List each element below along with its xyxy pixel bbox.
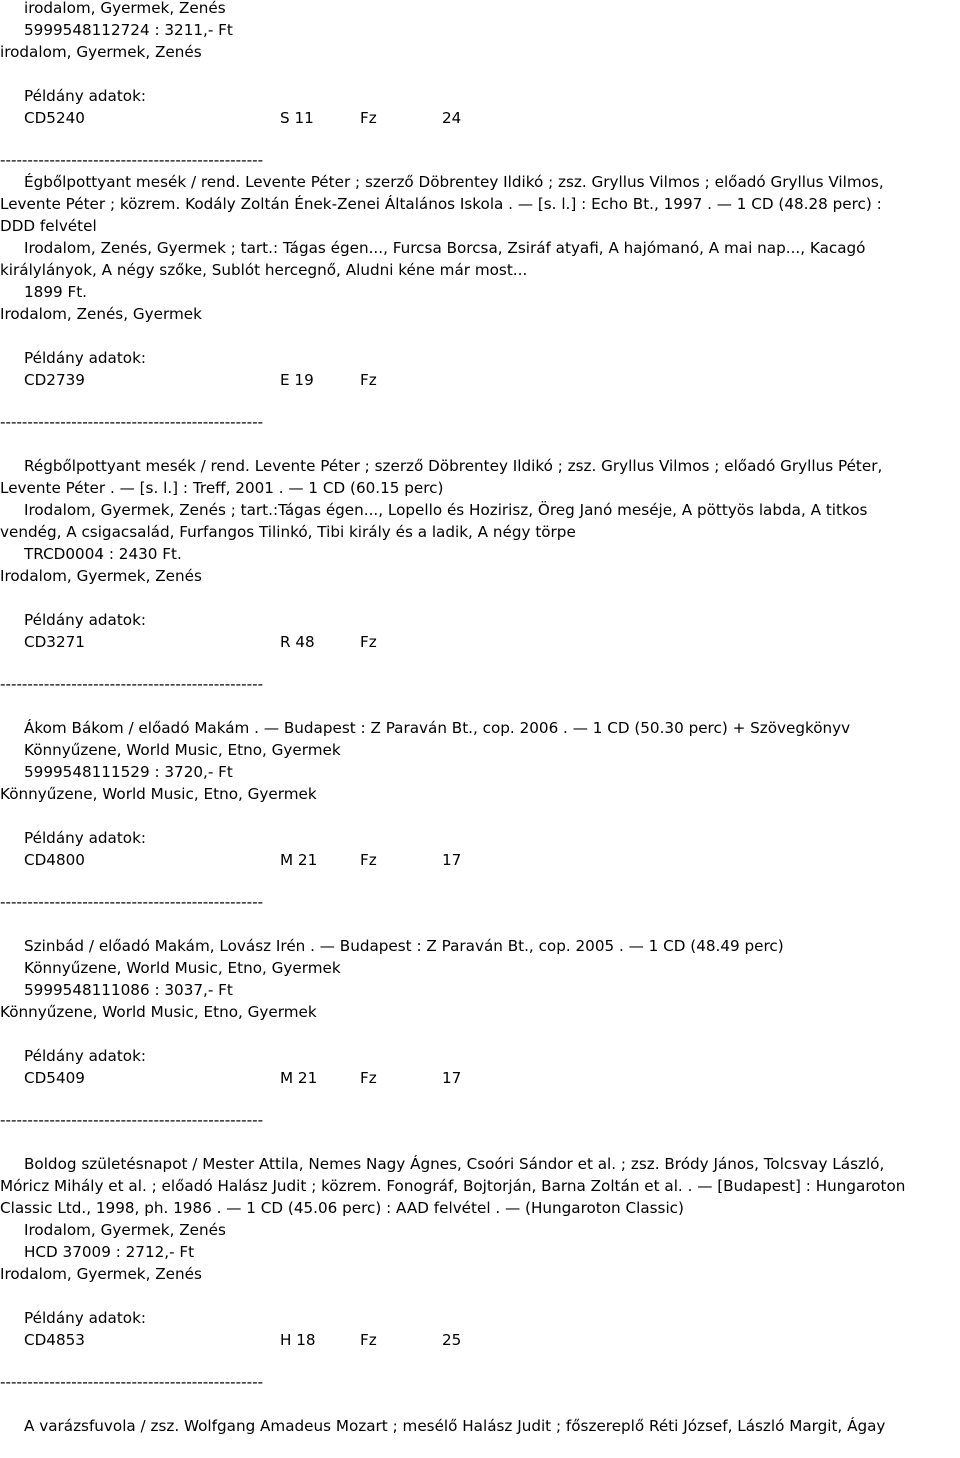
- copy-location: M 21: [280, 1069, 318, 1087]
- record-desc-line: Classic Ltd., 1998, ph. 1986 . — 1 CD (45.06 perc) : AAD felvétel . — (Hungaroton Classic): [0, 1199, 684, 1217]
- record-price: HCD 37009 : 2712,- Ft: [24, 1243, 195, 1261]
- record-contents-line: Irodalom, Zenés, Gyermek ; tart.: Tágas égen..., Furcsa Borcsa, Zsiráf atyafi, A hajómanó, A mai nap..., Kacagó: [24, 239, 866, 257]
- separator: ------------------------------------------------: [0, 675, 264, 693]
- record-desc-line: Móricz Mihály et al. ; előadó Halász Judit ; közrem. Fonográf, Bojtorján, Barna Zoltán et al. . — [Budapest] : Hungaroton: [0, 1177, 906, 1195]
- separator: ------------------------------------------------: [0, 151, 264, 169]
- separator: ------------------------------------------------: [0, 1111, 264, 1129]
- record-genre: Könnyűzene, World Music, Etno, Gyermek: [24, 959, 341, 977]
- record-desc-line: Levente Péter ; közrem. Kodály Zoltán Ének-Zenei Általános Iskola . — [s. l.] : Echo Bt., 1997 . — 1 CD (48.28 perc) :: [0, 195, 882, 213]
- copy-location: E 19: [280, 371, 314, 389]
- copy-count: 25: [442, 1331, 462, 1349]
- copies-label: Példány adatok:: [24, 829, 146, 847]
- record-subject: Könnyűzene, World Music, Etno, Gyermek: [0, 1003, 317, 1021]
- copy-status: Fz: [360, 371, 377, 389]
- copy-count: 24: [442, 109, 462, 127]
- separator: ------------------------------------------------: [0, 1373, 264, 1391]
- copies-label: Példány adatok:: [24, 611, 146, 629]
- separator: ------------------------------------------------: [0, 893, 264, 911]
- record-price: 5999548111529 : 3720,- Ft: [24, 763, 233, 781]
- copies-label: Példány adatok:: [24, 349, 146, 367]
- isbn-price-line: 5999548112724 : 3211,- Ft: [24, 21, 233, 39]
- record-price: 1899 Ft.: [24, 283, 87, 301]
- record-title-line: Égbőlpottyant mesék / rend. Levente Péter ; szerző Döbrentey Ildikó ; zsz. Gryllus Vilmos ; előadó Gryllus Vilmos,: [24, 173, 884, 191]
- subject-line: irodalom, Gyermek, Zenés: [0, 43, 202, 61]
- copy-status: Fz: [360, 633, 377, 651]
- record-contents-line: királylányok, A négy szőke, Sublót hercegnő, Aludni kéne már most...: [0, 261, 528, 279]
- copies-label: Példány adatok:: [24, 87, 146, 105]
- subject-line: irodalom, Gyermek, Zenés: [24, 0, 226, 17]
- record-title-line: Régbőlpottyant mesék / rend. Levente Péter ; szerző Döbrentey Ildikó ; zsz. Gryllus Vilmos ; előadó Gryllus Péter,: [24, 457, 883, 475]
- record-subject: Irodalom, Zenés, Gyermek: [0, 305, 202, 323]
- copy-status: Fz: [360, 109, 377, 127]
- copy-status: Fz: [360, 1331, 377, 1349]
- copy-shelfmark: CD2739: [24, 371, 85, 389]
- copy-count: 17: [442, 1069, 462, 1087]
- copy-shelfmark: CD3271: [24, 633, 85, 651]
- record-price: 5999548111086 : 3037,- Ft: [24, 981, 233, 999]
- record-title-line: Boldog születésnapot / Mester Attila, Nemes Nagy Ágnes, Csoóri Sándor et al. ; zsz. Bródy János, Tolcsvay László,: [24, 1155, 885, 1173]
- copy-status: Fz: [360, 851, 377, 869]
- copy-location: S 11: [280, 109, 314, 127]
- copy-shelfmark: CD4800: [24, 851, 85, 869]
- record-title-line: Szinbád / előadó Makám, Lovász Irén . — Budapest : Z Paraván Bt., cop. 2005 . — 1 CD (48.49 perc): [24, 937, 784, 955]
- record-title-line: A varázsfuvola / zsz. Wolfgang Amadeus Mozart ; mesélő Halász Judit ; főszereplő Réti József, László Margit, Ágay: [24, 1417, 886, 1435]
- copy-location: R 48: [280, 633, 315, 651]
- copy-shelfmark: CD5409: [24, 1069, 85, 1087]
- copies-label: Példány adatok:: [24, 1047, 146, 1065]
- copy-location: M 21: [280, 851, 318, 869]
- copy-count: 17: [442, 851, 462, 869]
- record-desc-line: DDD felvétel: [0, 217, 97, 235]
- copy-shelfmark: CD5240: [24, 109, 85, 127]
- record-contents-line: vendég, A csigacsalád, Furfangos Tilinkó, Tibi király és a ladik, A négy törpe: [0, 523, 576, 541]
- record-price: TRCD0004 : 2430 Ft.: [24, 545, 182, 563]
- copies-label: Példány adatok:: [24, 1309, 146, 1327]
- record-subject: Irodalom, Gyermek, Zenés: [0, 567, 202, 585]
- record-genre: Könnyűzene, World Music, Etno, Gyermek: [24, 741, 341, 759]
- separator: ------------------------------------------------: [0, 413, 264, 431]
- record-subject: Könnyűzene, World Music, Etno, Gyermek: [0, 785, 317, 803]
- record-desc-line: Levente Péter . — [s. l.] : Treff, 2001 . — 1 CD (60.15 perc): [0, 479, 444, 497]
- copy-status: Fz: [360, 1069, 377, 1087]
- record-title-line: Ákom Bákom / előadó Makám . — Budapest : Z Paraván Bt., cop. 2006 . — 1 CD (50.30 perc) + Szövegkönyv: [24, 719, 851, 737]
- record-genre: Irodalom, Gyermek, Zenés: [24, 1221, 226, 1239]
- record-subject: Irodalom, Gyermek, Zenés: [0, 1265, 202, 1283]
- record-contents-line: Irodalom, Gyermek, Zenés ; tart.:Tágas égen..., Lopello és Hozirisz, Öreg Janó meséje, A pöttyös labda, A titkos: [24, 501, 868, 519]
- copy-shelfmark: CD4853: [24, 1331, 85, 1349]
- copy-location: H 18: [280, 1331, 316, 1349]
